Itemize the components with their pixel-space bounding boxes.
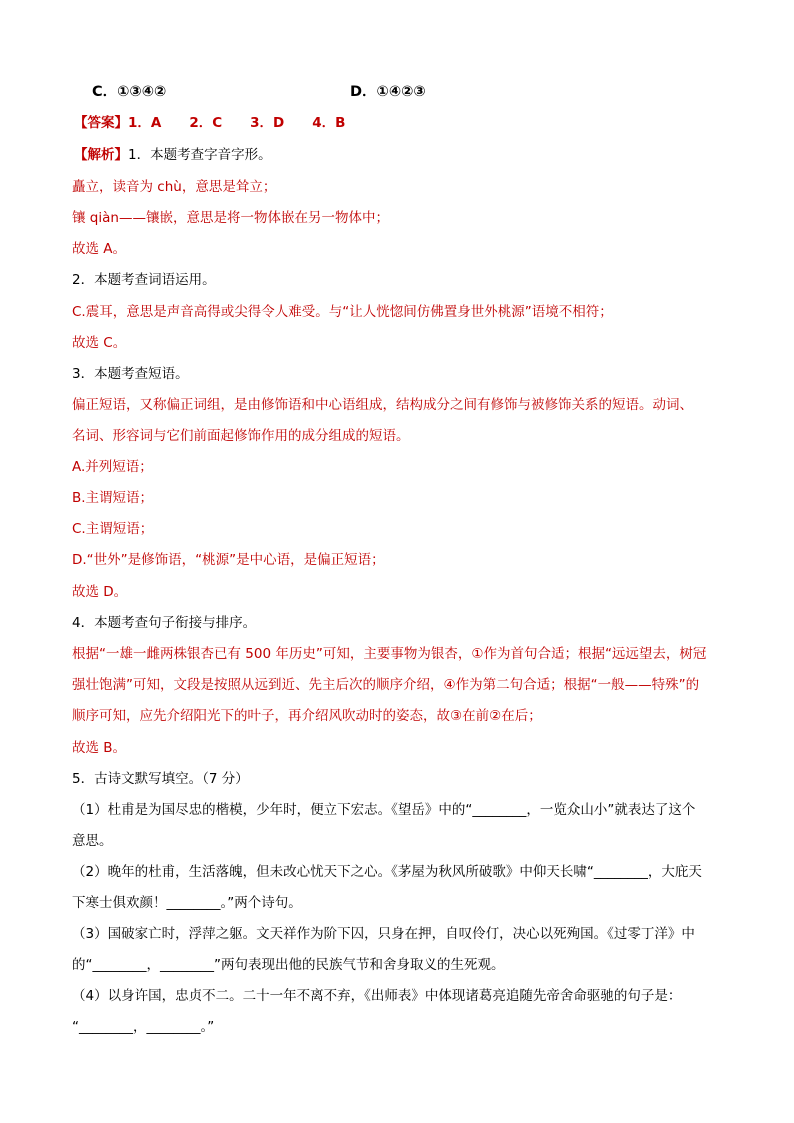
q5-p1-line-2: 意思。	[72, 833, 113, 849]
q3-end: 故选 D。	[72, 584, 128, 600]
answer-item: 1．A	[128, 115, 162, 131]
q4-end: 故选 B。	[72, 740, 127, 756]
option-c: C．①③④②	[92, 84, 167, 100]
q5-p3-line-1: （3）国破家亡时，浮萍之躯。文天祥作为阶下囚，只身在押，自叹伶仃，决心以死殉国。《过零丁洋》中	[72, 926, 695, 942]
q5-p2-line-1: （2）晚年的杜甫，生活落魄，但未改心忧天下之心。《茅屋为秋风所破歌》中仰天长啸“________，大庇天	[72, 864, 702, 880]
answer-tag: 【答案】	[74, 115, 128, 131]
option-d: D．①④②③	[350, 84, 426, 100]
q1-line-1: 矗立，读音为 chù，意思是耸立；	[72, 179, 277, 195]
q5-p3-line-2: 的“________，________”两句表现出他的民族气节和舍身取义的生死观。	[72, 957, 505, 973]
q3-option-c: C.主谓短语；	[72, 521, 154, 537]
q1-title: 1．本题考查字音字形。	[128, 147, 272, 163]
q5-p2-line-2: 下寒士俱欢颜！________。”两个诗句。	[72, 895, 302, 911]
q1-line-2: 镶 qiàn——镶嵌，意思是将一物体嵌在另一物体中；	[72, 210, 389, 226]
q3-line-2: 名词、形容词与它们前面起修饰作用的成分组成的短语。	[72, 428, 410, 444]
q3-line-1: 偏正短语，又称偏正词组，是由修饰语和中心语组成，结构成分之间有修饰与被修饰关系的短语。动词、	[72, 397, 693, 413]
q5-p4-line-1: （4）以身许国，忠贞不二。二十一年不离不弃，《出师表》中体现诸葛亮追随先帝舍命驱驰的句子是：	[72, 988, 682, 1004]
q4-line-1: 根据“一雄一雌两株银杏已有 500 年历史”可知，主要事物为银杏，①作为首句合适；根据“远远望去，树冠	[72, 646, 707, 662]
q2-line-1: C.震耳，意思是声音高得或尖得令人难受。与“让人恍惚间仿佛置身世外桃源”语境不相符；	[72, 304, 613, 320]
q1-line-3: 故选 A。	[72, 241, 127, 257]
answer-item: 4．B	[312, 115, 346, 131]
q3-option-d: D.“世外”是修饰语，“桃源”是中心语，是偏正短语；	[72, 552, 385, 568]
analysis-tag: 【解析】	[74, 147, 128, 163]
q3-option-b: B.主谓短语；	[72, 490, 154, 506]
answer-item: 3．D	[250, 115, 285, 131]
q4-line-3: 顺序可知，应先介绍阳光下的叶子，再介绍风吹动时的姿态，故③在前②在后；	[72, 708, 542, 724]
analysis-q1-title	[74, 146, 272, 164]
q4-line-2: 强壮饱满”可知，文段是按照从远到近、先主后次的顺序介绍，④作为第二句合适；根据“一般——特殊”的	[72, 677, 700, 693]
q5-p4-line-2: “________，________。”	[72, 1019, 215, 1035]
answer-line	[74, 114, 373, 132]
q3-title: 3．本题考查短语。	[72, 366, 189, 382]
q5-p1-line-1: （1）杜甫是为国尽忠的楷模，少年时，便立下宏志。《望岳》中的“________，一览众山小”就表达了这个	[72, 802, 696, 818]
q2-title: 2．本题考查词语运用。	[72, 272, 216, 288]
q3-option-a: A.并列短语；	[72, 459, 153, 475]
answer-item: 2．C	[189, 115, 223, 131]
q4-title: 4．本题考查句子衔接与排序。	[72, 615, 257, 631]
q5-title: 5．古诗文默写填空。（7 分）	[72, 771, 249, 787]
q2-line-2: 故选 C。	[72, 335, 127, 351]
